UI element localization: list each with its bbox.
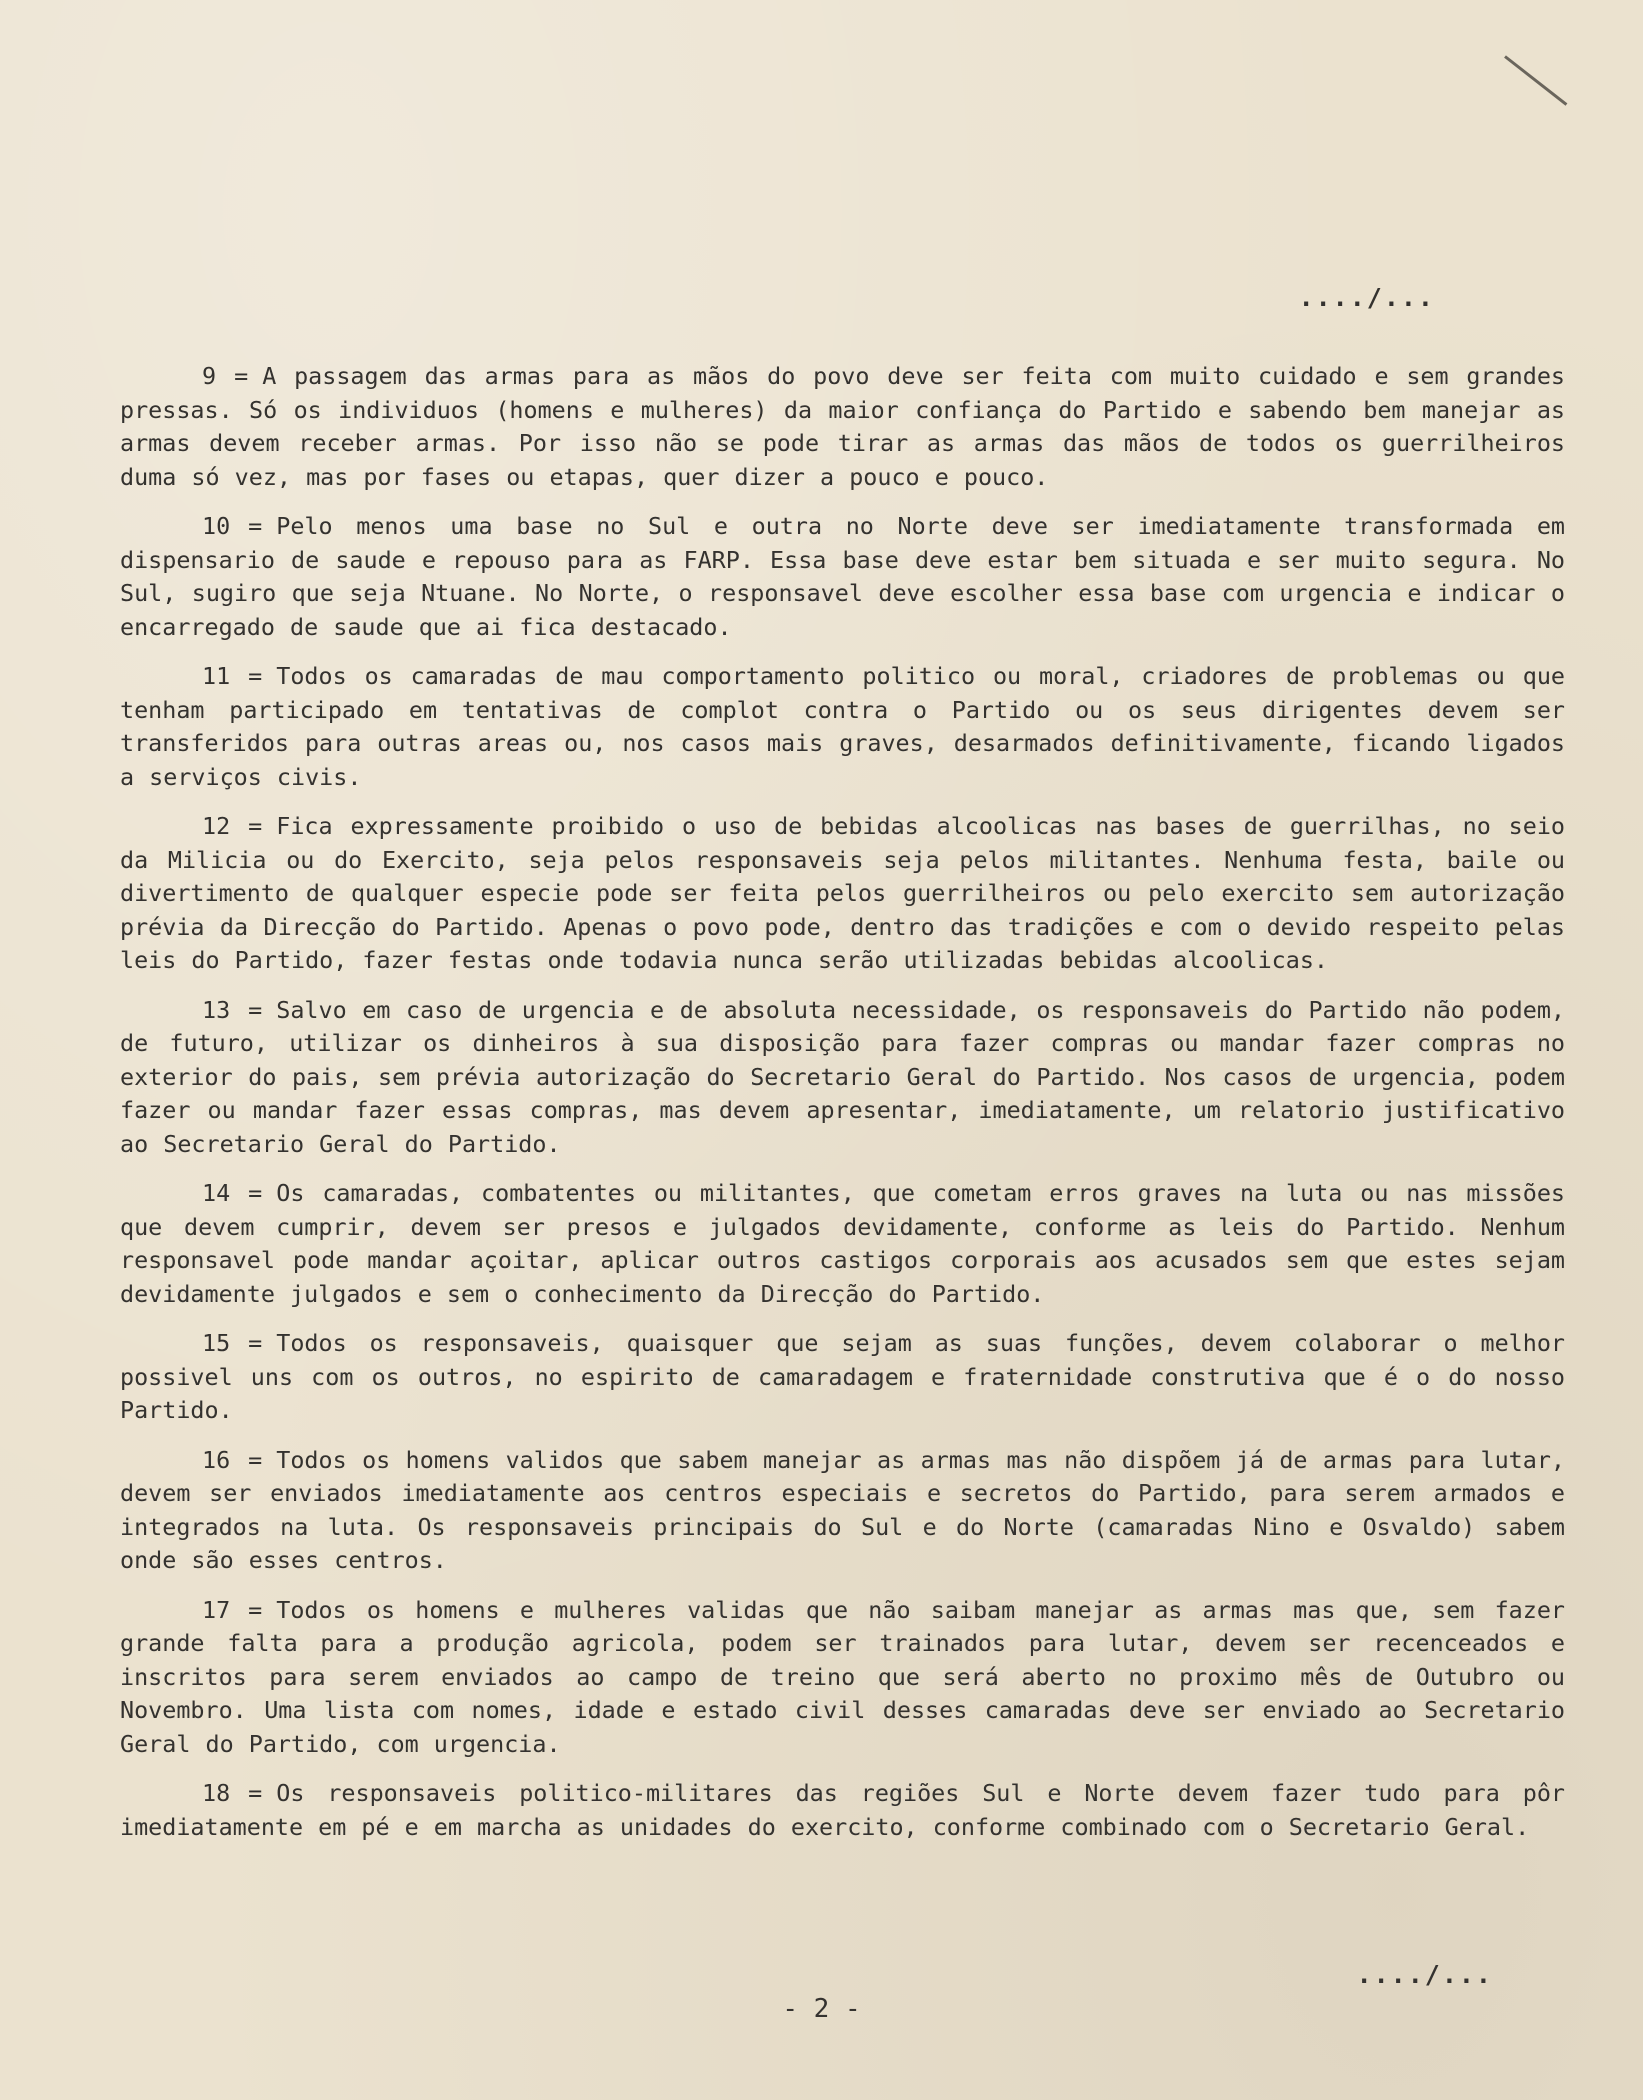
paragraph-15 (120, 1327, 1565, 1428)
paragraph-separator: = (248, 995, 263, 1024)
paper-mark (1504, 55, 1567, 105)
paragraph-18 (120, 1777, 1565, 1844)
paragraph-text: Os responsaveis politico-militares das regiões Sul e Norte devem fazer tudo para pôr imediatamente em pé e em marcha as unidades do exercito, conforme combinado com o Secretario Geral. (120, 1779, 1565, 1841)
paragraph-number: 10 (202, 512, 231, 540)
document-body (120, 360, 1565, 1860)
paragraph-number: 15 (202, 1329, 231, 1357)
paragraph-14 (120, 1177, 1565, 1311)
paragraph-separator: = (234, 362, 249, 390)
paragraph-number: 11 (202, 662, 231, 690)
paragraph-number: 17 (202, 1595, 231, 1624)
paragraph-text: Fica expressamente proibido o uso de bebidas alcoolicas nas bases de guerrilhas, no seio da Milicia ou do Exercito, seja pelos responsaveis seja pelos militantes. Nenhuma festa, baile ou divertimento de qualquer especie pode ser feita pelos guerrilheiros ou pelo exercito sem autorização prévia da Direcção do Partido. Apenas o povo pode, dentro das tradições e com o devido respeito pelas leis do Partido, fazer festas onde todavia nunca serão utilizadas bebidas alcoolicas. (120, 812, 1565, 974)
paragraph-number: 16 (202, 1445, 231, 1474)
paragraph-number: 9 (202, 362, 217, 390)
paragraph-separator: = (248, 1445, 263, 1474)
paragraph-separator: = (248, 512, 263, 540)
continuation-marker-bottom: ..../... (1356, 1960, 1493, 1989)
paragraph-number: 14 (202, 1179, 231, 1207)
paragraph-text: A passagem das armas para as mãos do povo deve ser feita com muito cuidado e sem grandes pressas. Só os individuos (homens e mulheres) da maior confiança do Partido e sabendo bem manejar as armas devem receber armas. Por isso não se pode tirar as armas das mãos de todos os guerrilheiros duma só vez, mas por fases ou etapas, quer dizer a pouco e pouco. (120, 362, 1565, 491)
paragraph-13 (120, 994, 1565, 1162)
paragraph-text: Salvo em caso de urgencia e de absoluta necessidade, os responsaveis do Partido não podem, de futuro, utilizar os dinheiros à sua disposição para fazer compras ou mandar fazer compras no exterior do pais, sem prévia autorização do Secretario Geral do Partido. Nos casos de urgencia, podem fazer ou mandar fazer essas compras, mas devem apresentar, imediatamente, um relatorio justificativo ao Secretario Geral do Partido. (120, 995, 1565, 1158)
paragraph-separator: = (248, 812, 263, 840)
paragraph-text: Pelo menos uma base no Sul e outra no Norte deve ser imediatamente transformada em dispensario de saude e repouso para as FARP. Essa base deve estar bem situada e ser muito segura. No Sul, sugiro que seja Ntuane. No Norte, o responsavel deve escolher essa base com urgencia e indicar o encarregado de saude que ai fica destacado. (120, 512, 1565, 641)
paragraph-text: Todos os responsaveis, quaisquer que sejam as suas funções, devem colaborar o melhor possivel uns com os outros, no espirito de camaradagem e fraternidade construtiva que é o do nosso Partido. (120, 1329, 1565, 1424)
paragraph-10 (120, 510, 1565, 644)
paragraph-separator: = (248, 1179, 263, 1207)
paragraph-separator: = (248, 1595, 263, 1624)
paragraph-text: Todos os homens e mulheres validas que não saibam manejar as armas mas que, sem fazer grande falta para a produção agricola, podem ser trainados para lutar, devem ser recenceados e inscritos para serem enviados ao campo de treino que será aberto no proximo mês de Outubro ou Novembro. Uma lista com nomes, idade e estado civil desses camaradas deve ser enviado ao Secretario Geral do Partido, com urgencia. (120, 1595, 1565, 1758)
continuation-marker-top: ..../... (1298, 283, 1435, 312)
paragraph-separator: = (248, 662, 263, 690)
paragraph-number: 13 (202, 995, 231, 1024)
paragraph-text: Os camaradas, combatentes ou militantes, que cometam erros graves na luta ou nas missões que devem cumprir, devem ser presos e julgados devidamente, conforme as leis do Partido. Nenhum responsavel pode mandar açoitar, aplicar outros castigos corporais aos acusados sem que estes sejam devidamente julgados e sem o conhecimento da Direcção do Partido. (120, 1179, 1565, 1308)
paragraph-12 (120, 810, 1565, 978)
paragraph-11 (120, 660, 1565, 794)
paragraph-separator: = (248, 1779, 263, 1807)
paragraph-number: 18 (202, 1779, 231, 1807)
paragraph-text: Todos os camaradas de mau comportamento politico ou moral, criadores de problemas ou que tenham participado em tentativas de complot contra o Partido ou os seus dirigentes devem ser transferidos para outras areas ou, nos casos mais graves, desarmados definitivamente, ficando ligados a serviços civis. (120, 662, 1565, 791)
paragraph-separator: = (248, 1329, 263, 1357)
paragraph-17 (120, 1594, 1565, 1762)
paragraph-text: Todos os homens validos que sabem manejar as armas mas não dispõem já de armas para lutar, devem ser enviados imediatamente aos centros especiais e secretos do Partido, para serem armados e integrados na luta. Os responsaveis principais do Sul e do Norte (camaradas Nino e Osvaldo) sabem onde são esses centros. (120, 1445, 1565, 1574)
page-number: - 2 - (782, 1994, 861, 2024)
paragraph-16 (120, 1444, 1565, 1578)
paragraph-9 (120, 360, 1565, 494)
paragraph-number: 12 (202, 812, 231, 840)
